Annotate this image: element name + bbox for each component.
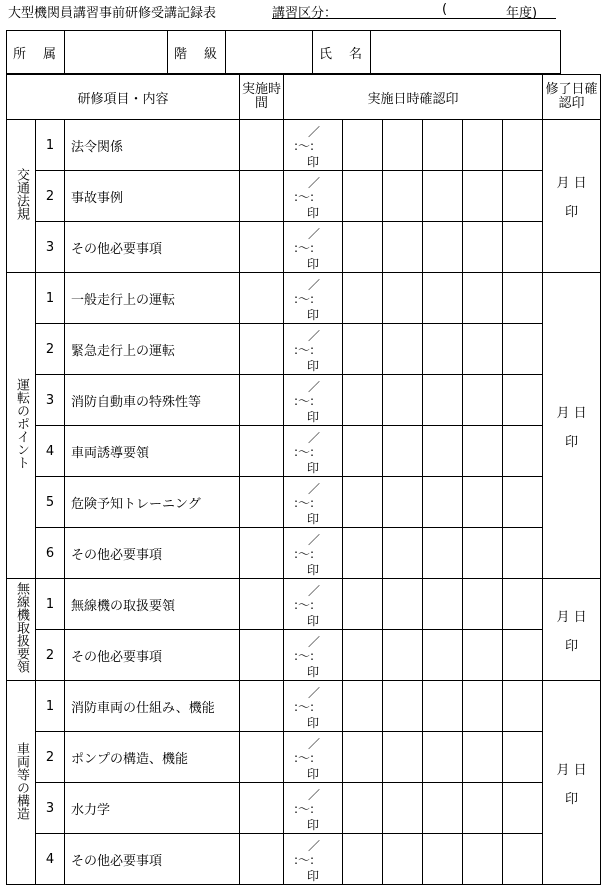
- date-time-cell[interactable]: [284, 528, 343, 579]
- date-time-template: [284, 732, 342, 782]
- stamp-mark: 印: [307, 410, 320, 424]
- category-cell: [7, 120, 36, 273]
- confirm-stamp-box[interactable]: [343, 222, 383, 273]
- date-time-cell[interactable]: [284, 324, 343, 375]
- col-header-time: 実施時間: [240, 75, 284, 120]
- table-row: [7, 120, 601, 171]
- confirm-stamp-box[interactable]: [383, 426, 423, 477]
- category-label: 交通法規: [14, 168, 29, 220]
- time-field[interactable]: [240, 630, 284, 681]
- confirm-stamp-box[interactable]: [503, 426, 543, 477]
- table-row: [7, 681, 601, 732]
- time-range: :～:: [294, 649, 315, 663]
- finish-confirm-cell[interactable]: [543, 579, 601, 681]
- item-number: 1: [36, 273, 65, 324]
- date-time-cell[interactable]: [284, 783, 343, 834]
- confirm-stamp-box[interactable]: [503, 834, 543, 885]
- time-field[interactable]: [240, 375, 284, 426]
- confirm-stamp-box[interactable]: [503, 324, 543, 375]
- category-cell: [7, 681, 36, 885]
- confirm-stamp-box[interactable]: [423, 324, 463, 375]
- slash-mark: ／: [308, 176, 321, 190]
- category-label: 無線機取扱要領: [14, 582, 29, 673]
- confirm-stamp-box[interactable]: [383, 783, 423, 834]
- time-range: :～:: [294, 853, 315, 867]
- date-time-template: [284, 681, 342, 731]
- course-year-paren: (: [442, 2, 448, 17]
- time-field[interactable]: [240, 273, 284, 324]
- name-field[interactable]: [371, 31, 561, 74]
- confirm-stamp-box[interactable]: [423, 375, 463, 426]
- item-number: 1: [36, 681, 65, 732]
- time-field[interactable]: [240, 324, 284, 375]
- rank-label: 階 級: [168, 31, 226, 74]
- confirm-stamp-box[interactable]: [343, 528, 383, 579]
- confirm-stamp-box[interactable]: [423, 681, 463, 732]
- confirm-stamp-box[interactable]: [383, 579, 423, 630]
- category-label: 車両等の構造: [14, 741, 29, 820]
- confirm-stamp-box[interactable]: [423, 630, 463, 681]
- col-header-finish: 修了日確認印: [543, 75, 601, 120]
- confirm-stamp-box[interactable]: [343, 477, 383, 528]
- confirm-stamp-box[interactable]: [343, 834, 383, 885]
- date-time-cell[interactable]: [284, 273, 343, 324]
- time-field[interactable]: [240, 120, 284, 171]
- confirm-stamp-box[interactable]: [423, 171, 463, 222]
- finish-stamp: 印: [565, 638, 579, 654]
- confirm-stamp-box[interactable]: [343, 273, 383, 324]
- confirm-stamp-box[interactable]: [503, 222, 543, 273]
- time-range: :～:: [294, 598, 315, 612]
- confirm-stamp-box[interactable]: [463, 171, 503, 222]
- item-text: 危険予知トレーニング: [65, 477, 240, 528]
- item-text: ポンプの構造、機能: [65, 732, 240, 783]
- confirm-stamp-box[interactable]: [383, 120, 423, 171]
- slash-mark: ／: [308, 686, 321, 700]
- confirm-stamp-box[interactable]: [343, 579, 383, 630]
- confirm-stamp-box[interactable]: [383, 222, 423, 273]
- confirm-stamp-box[interactable]: [503, 783, 543, 834]
- rank-field[interactable]: [226, 31, 313, 74]
- confirm-stamp-box[interactable]: [503, 375, 543, 426]
- time-field[interactable]: [240, 171, 284, 222]
- confirm-stamp-box[interactable]: [463, 579, 503, 630]
- table-row: [7, 375, 601, 426]
- confirm-stamp-box[interactable]: [463, 375, 503, 426]
- item-text: 事故事例: [65, 171, 240, 222]
- date-time-cell[interactable]: [284, 579, 343, 630]
- item-text: 緊急走行上の運転: [65, 324, 240, 375]
- time-field[interactable]: [240, 732, 284, 783]
- affiliation-field[interactable]: [65, 31, 168, 74]
- time-range: :～:: [294, 139, 315, 153]
- finish-stamp: 印: [565, 791, 579, 807]
- table-row: [7, 273, 601, 324]
- item-text: その他必要事項: [65, 528, 240, 579]
- training-record-table: [6, 74, 601, 885]
- item-text: 無線機の取扱要領: [65, 579, 240, 630]
- item-text: 法令関係: [65, 120, 240, 171]
- personal-info-table: [6, 30, 561, 74]
- date-time-template: [284, 834, 342, 884]
- confirm-stamp-box[interactable]: [503, 528, 543, 579]
- table-row: [7, 834, 601, 885]
- course-underline: [272, 18, 556, 19]
- confirm-stamp-box[interactable]: [503, 273, 543, 324]
- stamp-mark: 印: [307, 767, 320, 781]
- confirm-stamp-box[interactable]: [423, 477, 463, 528]
- table-row: [7, 579, 601, 630]
- time-range: :～:: [294, 394, 315, 408]
- confirm-stamp-box[interactable]: [463, 426, 503, 477]
- date-time-template: [284, 426, 342, 476]
- table-row: [7, 528, 601, 579]
- confirm-stamp-box[interactable]: [343, 375, 383, 426]
- confirm-stamp-box[interactable]: [383, 834, 423, 885]
- item-number: 2: [36, 324, 65, 375]
- time-range: :～:: [294, 343, 315, 357]
- date-time-template: [284, 171, 342, 221]
- confirm-stamp-box[interactable]: [503, 681, 543, 732]
- stamp-mark: 印: [307, 155, 320, 169]
- confirm-stamp-box[interactable]: [383, 681, 423, 732]
- time-field[interactable]: [240, 426, 284, 477]
- table-row: [7, 477, 601, 528]
- confirm-stamp-box[interactable]: [343, 324, 383, 375]
- confirm-stamp-box[interactable]: [383, 528, 423, 579]
- confirm-stamp-box[interactable]: [423, 120, 463, 171]
- stamp-mark: 印: [307, 563, 320, 577]
- time-field[interactable]: [240, 222, 284, 273]
- confirm-stamp-box[interactable]: [343, 681, 383, 732]
- time-field[interactable]: [240, 681, 284, 732]
- confirm-stamp-box[interactable]: [423, 222, 463, 273]
- confirm-stamp-box[interactable]: [463, 681, 503, 732]
- slash-mark: ／: [308, 227, 321, 241]
- confirm-stamp-box[interactable]: [383, 477, 423, 528]
- slash-mark: ／: [308, 125, 321, 139]
- time-field[interactable]: [240, 834, 284, 885]
- confirm-stamp-box[interactable]: [503, 171, 543, 222]
- item-text: 消防車両の仕組み、機能: [65, 681, 240, 732]
- date-time-cell[interactable]: [284, 732, 343, 783]
- date-time-template: [284, 477, 342, 527]
- confirm-stamp-box[interactable]: [343, 171, 383, 222]
- time-range: :～:: [294, 241, 315, 255]
- item-text: 消防自動車の特殊性等: [65, 375, 240, 426]
- date-time-cell[interactable]: [284, 120, 343, 171]
- finish-month-day: 月 日: [556, 762, 587, 778]
- item-number: 4: [36, 834, 65, 885]
- finish-confirm-cell[interactable]: [543, 681, 601, 885]
- slash-mark: ／: [308, 431, 321, 445]
- time-range: :～:: [294, 700, 315, 714]
- date-time-template: [284, 222, 342, 272]
- table-row: [7, 732, 601, 783]
- confirm-stamp-box[interactable]: [383, 324, 423, 375]
- confirm-stamp-box[interactable]: [463, 834, 503, 885]
- confirm-stamp-box[interactable]: [503, 477, 543, 528]
- stamp-mark: 印: [307, 359, 320, 373]
- slash-mark: ／: [308, 737, 321, 751]
- item-number: 2: [36, 630, 65, 681]
- confirm-stamp-box[interactable]: [503, 120, 543, 171]
- stamp-mark: 印: [307, 512, 320, 526]
- date-time-template: [284, 324, 342, 374]
- slash-mark: ／: [308, 839, 321, 853]
- confirm-stamp-box[interactable]: [343, 732, 383, 783]
- date-time-cell[interactable]: [284, 426, 343, 477]
- date-time-template: [284, 630, 342, 680]
- date-time-cell[interactable]: [284, 477, 343, 528]
- stamp-mark: 印: [307, 461, 320, 475]
- course-label: 講習区分：: [272, 6, 338, 21]
- date-time-template: [284, 273, 342, 323]
- confirm-stamp-box[interactable]: [423, 783, 463, 834]
- confirm-stamp-box[interactable]: [383, 273, 423, 324]
- confirm-stamp-box[interactable]: [463, 273, 503, 324]
- col-header-item: 研修項目・内容: [7, 75, 240, 120]
- name-label: 氏 名: [313, 31, 371, 74]
- confirm-stamp-box[interactable]: [343, 630, 383, 681]
- date-time-cell[interactable]: [284, 222, 343, 273]
- confirm-stamp-box[interactable]: [463, 630, 503, 681]
- time-range: :～:: [294, 802, 315, 816]
- confirm-stamp-box[interactable]: [383, 630, 423, 681]
- confirm-stamp-box[interactable]: [463, 222, 503, 273]
- confirm-stamp-box[interactable]: [423, 579, 463, 630]
- finish-confirm-cell[interactable]: [543, 120, 601, 273]
- stamp-mark: 印: [307, 308, 320, 322]
- finish-confirm-cell[interactable]: [543, 273, 601, 579]
- date-time-template: [284, 120, 342, 170]
- time-range: :～:: [294, 445, 315, 459]
- confirm-stamp-box[interactable]: [423, 273, 463, 324]
- confirm-stamp-box[interactable]: [423, 732, 463, 783]
- time-field[interactable]: [240, 528, 284, 579]
- confirm-stamp-box[interactable]: [343, 426, 383, 477]
- confirm-stamp-box[interactable]: [463, 732, 503, 783]
- item-number: 5: [36, 477, 65, 528]
- table-row: [7, 426, 601, 477]
- course-year-suffix: 年度): [506, 6, 538, 21]
- time-range: :～:: [294, 292, 315, 306]
- date-time-cell[interactable]: [284, 681, 343, 732]
- item-number: 6: [36, 528, 65, 579]
- item-text: 一般走行上の運転: [65, 273, 240, 324]
- date-time-cell[interactable]: [284, 834, 343, 885]
- item-number: 2: [36, 732, 65, 783]
- confirm-stamp-box[interactable]: [343, 120, 383, 171]
- confirm-stamp-box[interactable]: [463, 477, 503, 528]
- date-time-template: [284, 375, 342, 425]
- table-row: [7, 630, 601, 681]
- date-time-template: [284, 528, 342, 578]
- item-text: その他必要事項: [65, 630, 240, 681]
- slash-mark: ／: [308, 533, 321, 547]
- table-row: [7, 783, 601, 834]
- confirm-stamp-box[interactable]: [503, 630, 543, 681]
- date-time-template: [284, 579, 342, 629]
- confirm-stamp-box[interactable]: [463, 120, 503, 171]
- confirm-stamp-box[interactable]: [463, 783, 503, 834]
- time-field[interactable]: [240, 477, 284, 528]
- stamp-mark: 印: [307, 818, 320, 832]
- col-header-confirm: 実施日時確認印: [284, 75, 543, 120]
- stamp-mark: 印: [307, 614, 320, 628]
- confirm-stamp-box[interactable]: [503, 732, 543, 783]
- item-number: 3: [36, 222, 65, 273]
- date-time-cell[interactable]: [284, 375, 343, 426]
- time-range: :～:: [294, 751, 315, 765]
- affiliation-label: 所 属: [7, 31, 65, 74]
- item-text: その他必要事項: [65, 222, 240, 273]
- slash-mark: ／: [308, 329, 321, 343]
- confirm-stamp-box[interactable]: [383, 171, 423, 222]
- table-row: [7, 222, 601, 273]
- slash-mark: ／: [308, 482, 321, 496]
- date-time-cell[interactable]: [284, 630, 343, 681]
- stamp-mark: 印: [307, 716, 320, 730]
- confirm-stamp-box[interactable]: [383, 732, 423, 783]
- form-title: 大型機関員講習事前研修受講記録表: [8, 6, 217, 21]
- confirm-stamp-box[interactable]: [423, 528, 463, 579]
- slash-mark: ／: [308, 584, 321, 598]
- finish-stamp: 印: [565, 205, 579, 220]
- confirm-stamp-box[interactable]: [383, 375, 423, 426]
- time-range: :～:: [294, 496, 315, 510]
- slash-mark: ／: [308, 788, 321, 802]
- form-header: [8, 2, 560, 22]
- category-cell: [7, 273, 36, 579]
- table-row: [7, 324, 601, 375]
- slash-mark: ／: [308, 380, 321, 394]
- confirm-stamp-box[interactable]: [423, 834, 463, 885]
- item-number: 3: [36, 783, 65, 834]
- finish-month-day: 月 日: [556, 609, 587, 625]
- item-number: 2: [36, 171, 65, 222]
- finish-stamp: 印: [565, 434, 579, 450]
- time-range: :～:: [294, 190, 315, 204]
- time-field[interactable]: [240, 579, 284, 630]
- category-label: 運転のポイント: [14, 378, 29, 469]
- item-number: 1: [36, 579, 65, 630]
- finish-month-day: 月 日: [556, 405, 587, 421]
- date-time-cell[interactable]: [284, 171, 343, 222]
- item-number: 3: [36, 375, 65, 426]
- slash-mark: ／: [308, 278, 321, 292]
- item-text: 水力学: [65, 783, 240, 834]
- confirm-stamp-box[interactable]: [503, 579, 543, 630]
- category-cell: [7, 579, 36, 681]
- stamp-mark: 印: [307, 257, 320, 271]
- item-text: 車両誘導要領: [65, 426, 240, 477]
- slash-mark: ／: [308, 635, 321, 649]
- date-time-template: [284, 783, 342, 833]
- item-number: 1: [36, 120, 65, 171]
- table-row: [7, 171, 601, 222]
- stamp-mark: 印: [307, 869, 320, 883]
- finish-month-day: 月 日: [556, 176, 587, 191]
- item-number: 4: [36, 426, 65, 477]
- confirm-stamp-box[interactable]: [343, 783, 383, 834]
- confirm-stamp-box[interactable]: [463, 324, 503, 375]
- time-range: :～:: [294, 547, 315, 561]
- item-text: その他必要事項: [65, 834, 240, 885]
- stamp-mark: 印: [307, 665, 320, 679]
- confirm-stamp-box[interactable]: [463, 528, 503, 579]
- stamp-mark: 印: [307, 206, 320, 220]
- confirm-stamp-box[interactable]: [423, 426, 463, 477]
- time-field[interactable]: [240, 783, 284, 834]
